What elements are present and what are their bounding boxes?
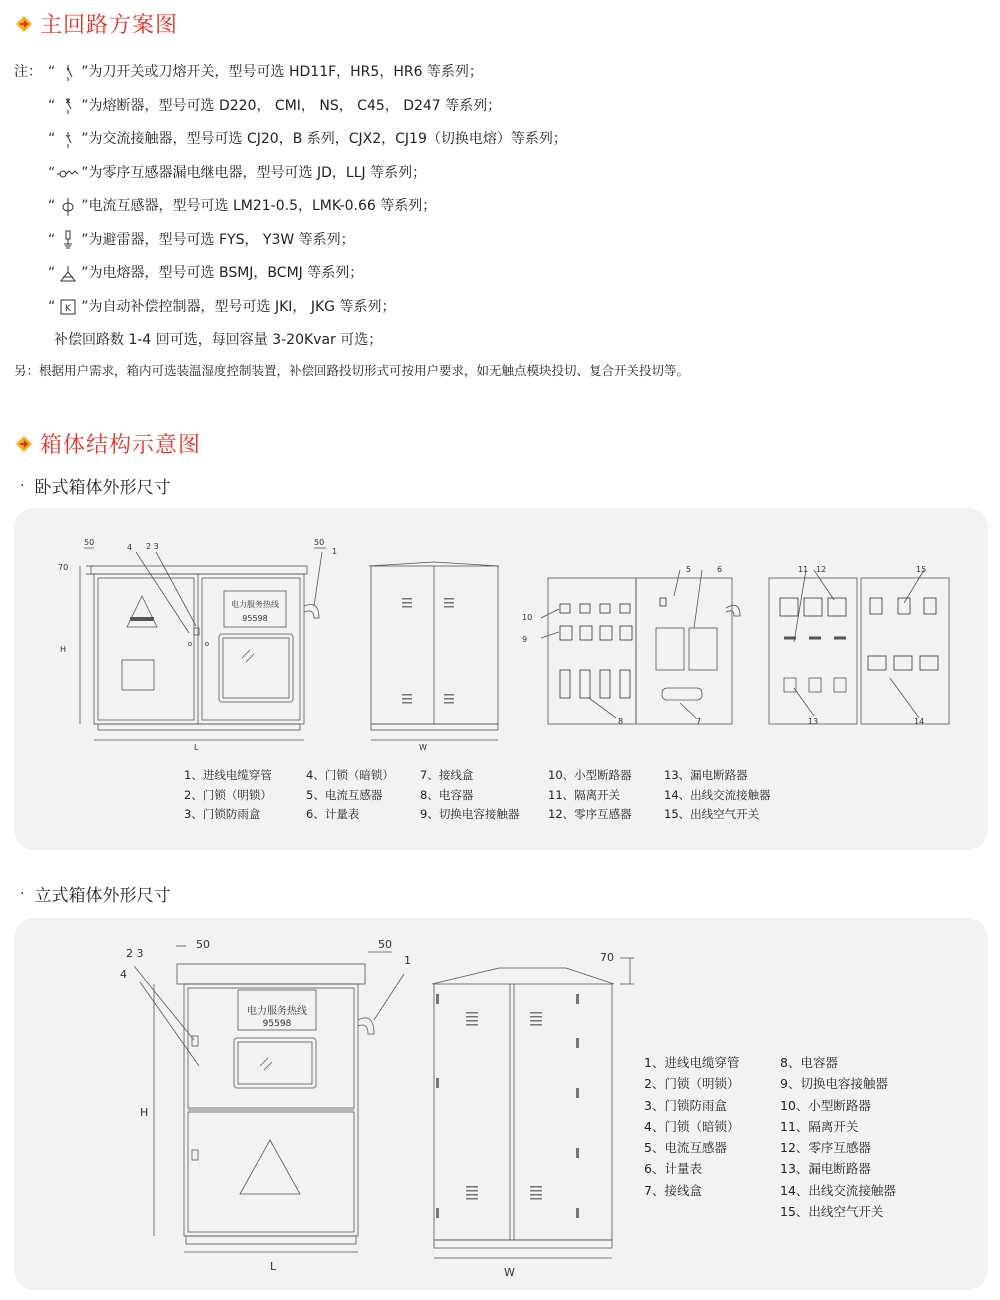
legend-item: 10、小型断路器 xyxy=(548,768,632,782)
quote-open: “ xyxy=(48,231,56,248)
v-callout-1: 1 xyxy=(404,954,411,967)
v-dim-h: H xyxy=(140,1106,149,1119)
legend-item: 7、接线盒 xyxy=(420,768,474,782)
notes-block xyxy=(14,56,689,384)
v-front-roof xyxy=(177,964,365,984)
legend-item: 14、出线交流接触器 xyxy=(664,787,771,802)
vertical-legend-col-2 xyxy=(780,1052,896,1222)
v-dim-50-left: 50 xyxy=(196,938,210,951)
section-title-main-circuit xyxy=(14,8,178,39)
legend-item: 13、漏电断路器 xyxy=(664,768,748,782)
quote-open: “ xyxy=(48,265,56,281)
note-prefix: 注： xyxy=(14,64,42,80)
v-hotline-number: 95598 xyxy=(262,1019,292,1029)
capacitor-icon xyxy=(55,264,81,284)
dim-w: W xyxy=(419,743,427,752)
callout-7: 7 xyxy=(696,717,702,726)
vertical-legend-col-1 xyxy=(644,1052,739,1201)
note-text: 为零序互感器漏电继电器，型号可选 JD，LLJ 等系列； xyxy=(88,164,427,181)
v-callout-4: 4 xyxy=(120,968,127,981)
legend-item: 15、出线空气开关 xyxy=(780,1204,884,1220)
dim-70: 70 xyxy=(58,563,69,572)
v-callout-2-3: 2 3 xyxy=(126,947,144,960)
front-roof xyxy=(91,566,307,574)
quote-open: “ xyxy=(48,64,56,80)
legend-item: 2、门锁（明锁） xyxy=(184,787,272,802)
quote-close: ” xyxy=(81,97,89,114)
quote-open: “ xyxy=(48,97,56,114)
note-row xyxy=(14,257,689,291)
legend-item: 7、接线盒 xyxy=(644,1182,702,1198)
quote-close: ” xyxy=(81,198,89,214)
v-hotline-label: 电力服务热线 xyxy=(247,1006,307,1017)
quote-close: ” xyxy=(81,131,89,147)
horizontal-subtitle-text: 卧式箱体外形尺寸 xyxy=(34,478,171,498)
v-dim-70: 70 xyxy=(600,951,614,964)
note-text: 为电熔器，型号可选 BSMJ，BCMJ 等系列； xyxy=(88,265,364,281)
legend-item: 8、电容器 xyxy=(420,787,474,802)
contactor-icon xyxy=(55,130,81,150)
horizontal-legend-col-4 xyxy=(548,766,632,825)
note-other: 另：根据用户需求，箱内可选装温湿度控制装置，补偿回路投切形式可按用户要求，如无触点模块投切、复合开关投切等。 xyxy=(14,362,690,378)
dim-50-right: 50 xyxy=(314,538,325,547)
fuse-icon xyxy=(55,96,81,116)
v-dim-l: L xyxy=(270,1260,277,1273)
legend-item: 6、计量表 xyxy=(306,807,360,821)
v-side-louvers xyxy=(436,994,579,1218)
legend-item: 4、门锁（暗锁） xyxy=(644,1118,740,1134)
legend-item: 14、出线交流接触器 xyxy=(780,1182,896,1198)
legend-item: 1、进线电缆穿管 xyxy=(644,1055,740,1070)
note-row xyxy=(14,56,689,90)
vertical-panel xyxy=(14,918,988,1290)
hotline-number: 95598 xyxy=(242,614,268,623)
vertical-subtitle-text: 立式箱体外形尺寸 xyxy=(34,886,171,906)
note-row xyxy=(14,190,689,224)
section-title-box-structure xyxy=(14,428,201,459)
v-dim-50-right: 50 xyxy=(378,938,392,951)
legend-item: 11、隔离开关 xyxy=(548,787,621,802)
vertical-subtitle: · 立式箱体外形尺寸 xyxy=(20,881,170,906)
note-extra: 补偿回路数 1-4 回可选，每回容量 3-20Kvar 可选； xyxy=(54,332,383,348)
legend-item: 3、门锁防雨盒 xyxy=(184,807,261,821)
note-text: 电流互感器，型号可选 LM21-0.5，LMK-0.66 等系列； xyxy=(88,198,437,214)
horizontal-subtitle: · 卧式箱体外形尺寸 xyxy=(20,473,170,498)
callout-1: 1 xyxy=(332,547,338,556)
legend-item: 11、隔离开关 xyxy=(780,1118,859,1134)
legend-item: 5、电流互感器 xyxy=(306,787,383,802)
section-title-text: 主回路方案图 xyxy=(40,13,179,38)
arrester-icon xyxy=(55,230,81,250)
section-title-text: 箱体结构示意图 xyxy=(40,433,202,458)
internal-devices xyxy=(560,598,938,698)
legend-item: 4、门锁（暗锁） xyxy=(306,768,394,782)
quote-close: ” xyxy=(81,231,89,248)
diamond-arrow-icon xyxy=(14,14,34,34)
callout-8: 8 xyxy=(618,717,624,726)
quote-open: “ xyxy=(48,298,56,315)
note-row xyxy=(14,224,689,258)
legend-item: 9、切换电容接触器 xyxy=(780,1076,888,1092)
quote-open: “ xyxy=(48,198,56,214)
quote-close: ” xyxy=(81,298,89,315)
note-row xyxy=(14,291,689,325)
legend-item: 5、电流互感器 xyxy=(644,1140,727,1156)
legend-item: 1、进线电缆穿管 xyxy=(184,768,272,782)
current-transformer-icon xyxy=(55,197,81,217)
note-text: 为自动补偿控制器，型号可选 JKI， JKG 等系列； xyxy=(88,298,396,315)
horizontal-legend-col-2 xyxy=(306,766,394,825)
side-louvers xyxy=(130,598,454,704)
callout-14: 14 xyxy=(914,717,925,726)
quote-close: ” xyxy=(81,64,89,80)
v-dim-w: W xyxy=(504,1266,515,1279)
quote-open: “ xyxy=(48,164,56,181)
note-row xyxy=(14,123,689,157)
legend-item: 6、计量表 xyxy=(644,1161,702,1177)
dim-l: L xyxy=(194,743,199,752)
horizontal-drawing xyxy=(14,508,988,758)
callout-10: 10 xyxy=(522,613,533,622)
callout-4: 4 xyxy=(127,543,133,552)
horizontal-panel xyxy=(14,508,988,850)
callout-12: 12 xyxy=(816,565,827,574)
dim-h: H xyxy=(60,645,67,654)
dim-50-left: 50 xyxy=(84,538,95,547)
note-row xyxy=(14,90,689,124)
callout-15: 15 xyxy=(916,565,927,574)
legend-item: 12、零序互感器 xyxy=(780,1140,871,1156)
callout-2-3: 2 3 xyxy=(146,542,159,551)
legend-item: 10、小型断路器 xyxy=(780,1097,871,1113)
legend-item: 2、门锁（明锁） xyxy=(644,1076,740,1092)
controller-k-icon xyxy=(55,297,81,317)
callout-6: 6 xyxy=(717,565,723,574)
callout-11: 11 xyxy=(798,565,809,574)
svg-text:K: K xyxy=(65,304,72,315)
hotline-label: 电力服务热线 xyxy=(231,600,279,609)
quote-close: ” xyxy=(81,265,89,281)
legend-item: 9、切换电容接触器 xyxy=(420,807,520,821)
callout-5: 5 xyxy=(686,565,692,574)
horizontal-legend-col-1 xyxy=(184,766,272,825)
legend-item: 13、漏电断路器 xyxy=(780,1161,871,1177)
quote-open: “ xyxy=(48,131,56,147)
zero-sequence-ct-icon xyxy=(55,163,81,183)
legend-item: 3、门锁防雨盒 xyxy=(644,1097,727,1113)
knife-switch-icon xyxy=(55,63,81,83)
horizontal-legend-col-3 xyxy=(420,766,519,825)
quote-close: ” xyxy=(81,164,89,181)
callout-9: 9 xyxy=(522,635,528,644)
legend-item: 8、电容器 xyxy=(780,1055,838,1070)
legend-item: 12、零序互感器 xyxy=(548,807,632,821)
legend-item: 15、出线空气开关 xyxy=(664,807,760,821)
horizontal-legend-col-5 xyxy=(664,766,771,825)
note-text: 为刀开关或刀熔开关，型号可选 HD11F，HR5，HR6 等系列； xyxy=(88,64,483,80)
diamond-arrow-icon xyxy=(14,434,34,454)
note-text: 为熔断器，型号可选 D220， CMI， NS， C45， D247 等系列； xyxy=(88,97,502,114)
note-text: 为避雷器，型号可选 FYS， Y3W 等系列； xyxy=(88,231,355,248)
note-text: 为交流接触器，型号可选 CJ20，B 系列，CJX2，CJ19（切换电熔）等系列； xyxy=(88,131,567,147)
note-row xyxy=(14,157,689,191)
callout-13: 13 xyxy=(808,717,819,726)
front-body xyxy=(94,574,304,724)
